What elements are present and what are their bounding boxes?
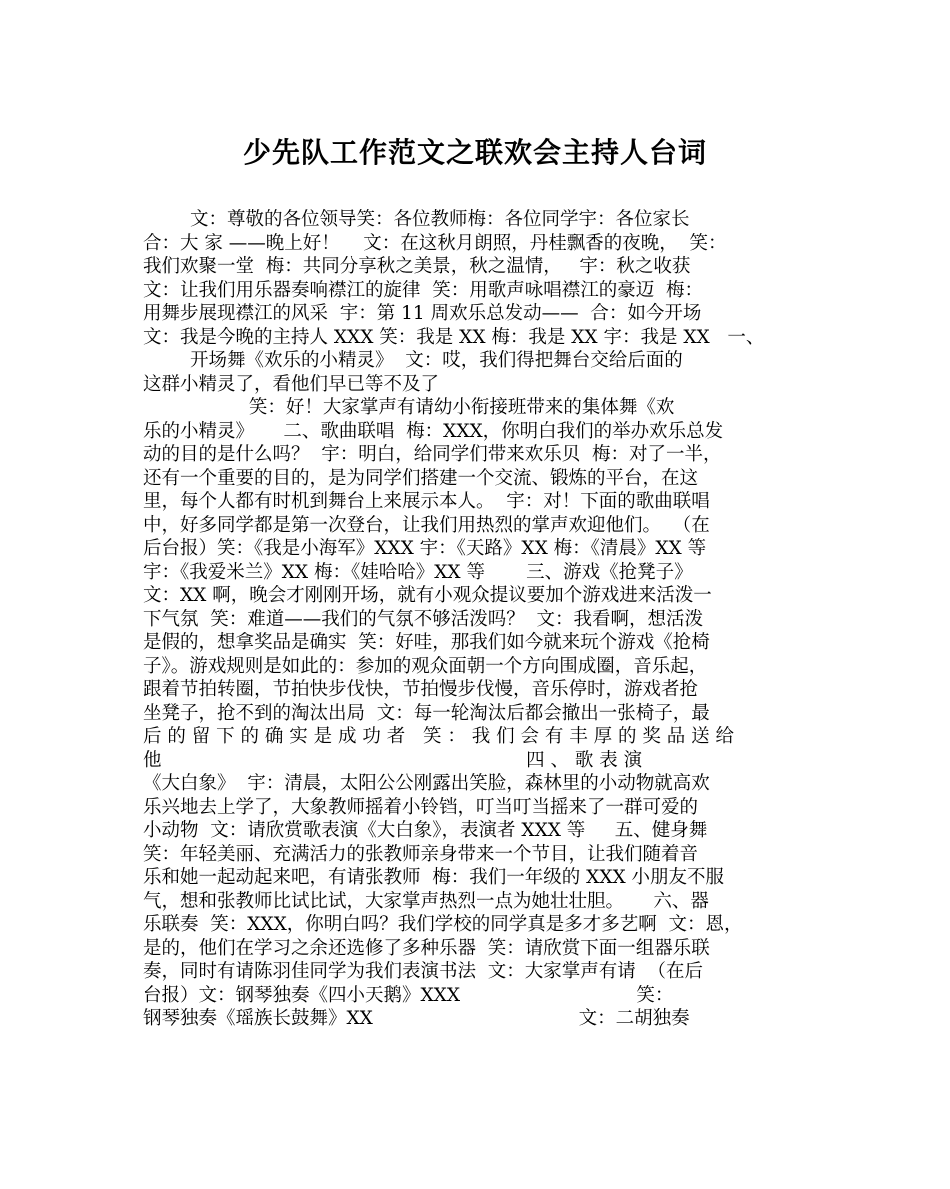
text-line: 合：大 家 ——晚上好！ 文：在这秋月朗照，丹桂飘香的夜晚， 笑：	[143, 232, 727, 254]
text-line: 气，想和张教师比试比试，大家掌声热烈一点为她壮壮胆。 六、器	[143, 890, 709, 912]
text-line: 下气氛 笑：难道——我们的气氛不够活泼吗？ 文：我看啊，想活泼	[143, 608, 704, 630]
page-title: 少先队工作范文之联欢会主持人台词	[242, 136, 707, 169]
text-line: 奏，同时有请陈羽佳同学为我们表演书法 文：大家掌声有请 （在后	[143, 961, 704, 982]
text-line: 跟着节拍转圈，节拍快步伐快，节拍慢步伐慢，音乐停时，游戏者抢	[143, 679, 699, 700]
text-line: 小动物 文：请欣赏歌表演《大白象》，表演者 XXX 等 五、健身舞	[143, 820, 708, 841]
text-line: 文：尊敬的各位领导笑：各位教师梅：各位同学宇：各位家长	[143, 209, 690, 230]
text-line: 文：XX 啊，晚会才刚刚开场，就有小观众提议要加个游戏进来活泼一	[143, 585, 712, 606]
text-line: 是的，他们在学习之余还选修了多种乐器 笑：请欣赏下面一组器乐联	[143, 937, 710, 959]
text-line: 我们欢聚一堂 梅：共同分享秋之美景，秋之温情， 宇：秋之收获	[143, 256, 691, 277]
text-line: 文：让我们用乐器奏响襟江的旋律 笑：用歌声咏唱襟江的豪迈 梅：	[143, 279, 704, 301]
document-body	[143, 208, 815, 1031]
text-line: 《大白象》 宇：清晨，太阳公公刚露出笑脸，森林里的小动物就高欢	[143, 773, 710, 794]
text-line: 后台报）笑：《我是小海军》XXX 宇：《天路》XX 梅：《清晨》XX 等	[143, 538, 707, 559]
text-line: 乐兴地去上学了，大象教师摇着小铃铛，叮当叮当摇来了一群可爱的	[143, 796, 699, 818]
text-line: 动的目的是什么吗？ 宇：明白，给同学们带来欢乐贝 梅：对了一半，	[143, 444, 722, 465]
text-line: 宇：《我爱米兰》XX 梅：《娃哈哈》XX 等 三、游戏《抢凳子》	[143, 561, 693, 583]
text-line: 里，每个人都有时机到舞台上来展示本人。 宇：对！下面的歌曲联唱	[143, 491, 710, 512]
text-line: 还有一个重要的目的，是为同学们搭建一个交流、锻炼的平台，在这	[143, 467, 699, 489]
text-line: 乐和她一起动起来吧，有请张教师 梅：我们一年级的 XXX 小朋友不服	[143, 867, 725, 888]
text-line: 钢琴独奏《瑶族长鼓舞》XX 文：二胡独奏	[143, 1008, 690, 1029]
text-line: 他 四 、 歌 表 演	[143, 749, 643, 771]
text-line: 中，好多同学都是第一次登台，让我们用热烈的掌声欢迎他们。 （在	[143, 514, 710, 536]
text-line: 子》。游戏规则是如此的：参加的观众面朝一个方向围成圈，音乐起，	[143, 655, 708, 677]
text-line: 文：我是今晚的主持人 XXX 笑：我是 XX 梅：我是 XX 宇：我是 XX 一、	[143, 326, 765, 348]
text-line: 这群小精灵了，看他们早已等不及了	[143, 373, 440, 395]
text-line: 乐联奏 笑：XXX，你明白吗？我们学校的同学真是多才多艺啊 文：恩，	[143, 914, 743, 935]
text-line: 开场舞《欢乐的小精灵》 文：哎，我们得把舞台交给后面的	[143, 350, 683, 371]
text-line: 用舞步展现襟江的风采 宇：第 11 周欢乐总发动—— 合：如今开场	[143, 303, 702, 324]
text-line: 后 的 留 下 的 确 实 是 成 功 者 笑 ： 我 们 会 有 丰 厚 的 奖 品 送 给	[143, 726, 735, 747]
text-line: 是假的，想拿奖品是确实 笑：好哇，那我们如今就来玩个游戏《抢椅	[143, 632, 710, 653]
text-line: 台报）文：钢琴独奏《四小天鹅》XXX 笑：	[143, 984, 674, 1006]
text-line: 笑：年轻美丽、充满活力的张教师亲身带来一个节目，让我们随着音	[143, 843, 699, 865]
text-line: 笑：好！大家掌声有请幼小衔接班带来的集体舞《欢	[143, 397, 675, 418]
text-line: 乐的小精灵》 二、歌曲联唱 梅：XXX，你明白我们的举办欢乐总发	[143, 420, 724, 442]
text-line: 坐凳子，抢不到的淘汰出局 文：每一轮淘汰后都会撤出一张椅子，最	[143, 702, 710, 724]
